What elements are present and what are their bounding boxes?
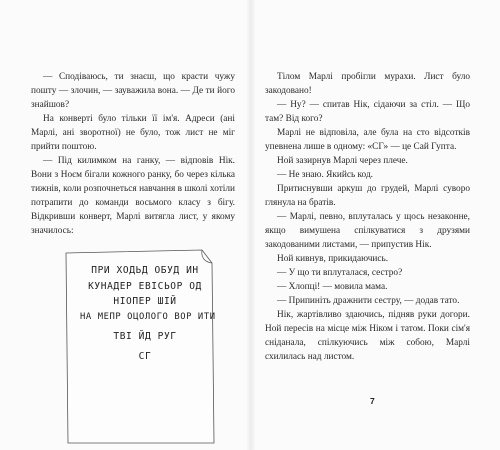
letter-line: ПРИ ХОДЬД ОБУД ИН: [91, 265, 199, 276]
letter-signature: СГ: [138, 351, 152, 362]
paragraph: — Сподіваюсь, ти знаєш, що красти чужу пошту — злочин, — зауважила вона. — Де ти його знайшов?: [31, 72, 235, 110]
paragraph: — Ну? — спитав Нік, сідаючи за стіл. — Що там? Від кого?: [265, 100, 470, 124]
paragraph: — У що ти вплуталася, сестро?: [277, 268, 403, 278]
book-gutter: [246, 0, 256, 450]
right-page-text: [265, 70, 470, 364]
paragraph: Нік, жартівливо здаючись, підняв руки догори. Ной пересів на місце між Ніком і татом. Поки сім'я сніданала, спілкуючись між собою, Марлі схилилась над листом.: [265, 310, 470, 362]
paragraph: Марлі не відповіла, але була на сто відсотків упевнена лише в одному: «СГ» — це Сай Гупта.: [265, 128, 470, 152]
letter-line: КУНАДЕР ЕВІСЬОР ОД: [88, 281, 202, 292]
paragraph: — Хлопці! — мовила мама.: [277, 282, 388, 292]
paragraph: — Не знаю. Якийсь код.: [277, 170, 373, 180]
paragraph: Ной кивнув, прикидаючись.: [277, 254, 389, 264]
paragraph: Тілом Марлі пробігли мурахи. Лист було закодовано!: [265, 72, 470, 96]
letter-line: НІОПЕР ШІЙ: [113, 296, 177, 307]
letter-line: ТВІ ЙД РУГ: [113, 331, 177, 342]
page-number: 7: [370, 396, 375, 406]
paragraph: Ной зазирнув Марлі через плече.: [277, 156, 408, 166]
letter-line: НА МЕПР ОЦОЛОГО ВОР ИТИ: [80, 312, 216, 322]
paragraph: — Припиніть дражнити сестру, — додав тато.: [277, 296, 460, 306]
paragraph: — Під килимком на ганку, — відповів Нік. Вони з Ноєм бігали кожного ранку, бо через кілька тижнів, коли розпочнеться навчання в школі хотіли потрапити до команди восьмого класу з бігу. Відкривши конверт, Марлі витягла лист, у якому значилось:: [31, 156, 235, 236]
paragraph: — Марлі, певно, вплуталась у щось незаконне, якщо вимушена спілкуватися з друзями закодованими листами, — припустив Нік.: [265, 212, 470, 250]
left-page-text: [31, 70, 235, 238]
paragraph: Притиснувши аркуш до грудей, Марлі суворо глянула на братів.: [265, 184, 470, 208]
paragraph: На конверті було тільки її ім'я. Адреси (ані Марлі, ані зворотної) не було, тож лист не міг прийти поштою.: [31, 114, 235, 152]
coded-letter-illustration: [62, 245, 222, 445]
